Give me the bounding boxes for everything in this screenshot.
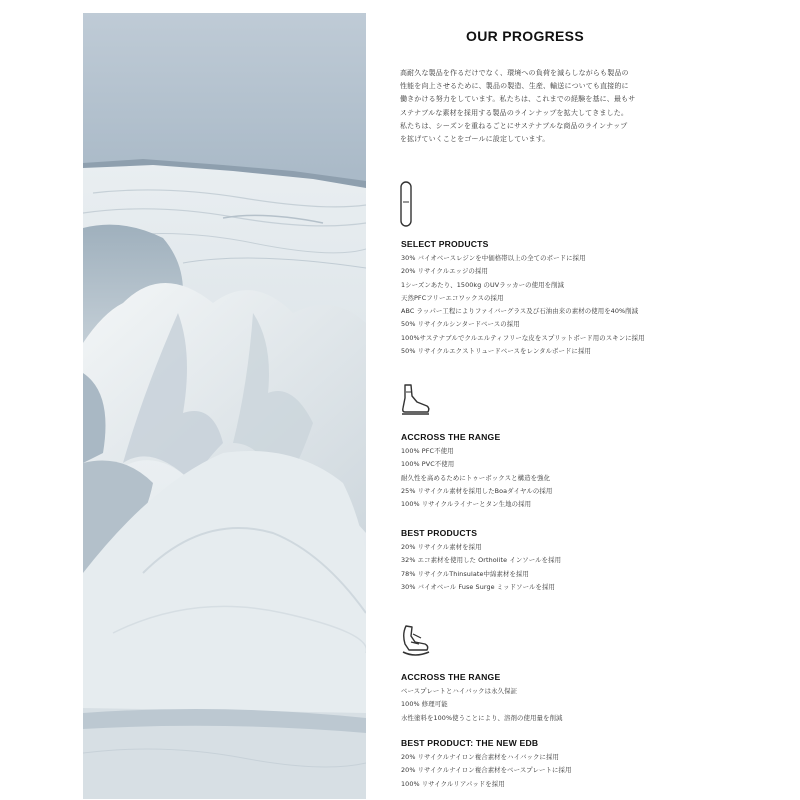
boot-icon <box>397 382 433 418</box>
list-item: 水性塗料を100%使うことにより、溶剤の使用量を削減 <box>401 713 563 722</box>
list-item: 25% リサイクル素材を採用したBoaダイヤルの採用 <box>401 486 553 495</box>
list-item: 100% 修理可能 <box>401 700 448 709</box>
list-item: 100% PVC不使用 <box>401 460 455 469</box>
intro-line: 高耐久な製品を作るだけでなく、環境への負荷を減らしながらも製品の <box>400 69 629 77</box>
list-item: 1シーズンあたり、1500kg のUVラッカーの使用を削減 <box>401 280 565 289</box>
list-item: 天然PFCフリーエコワックスの採用 <box>401 293 504 302</box>
list-item: 50% リサイクルエクストリュードベースをレンタルボードに採用 <box>401 347 591 356</box>
list-item: 100% リサイクルリアパッドを採用 <box>401 779 505 788</box>
list-item: 30% バイオベースレジンを中価格帯以上の全てのボードに採用 <box>401 254 586 262</box>
list-item: 30% バイオベール Fuse Surge ミッドソールを採用 <box>401 582 555 591</box>
snow-landscape-illustration <box>83 13 366 799</box>
list-item: 20% リサイクルナイロン複合素材をハイバックに採用 <box>401 753 559 761</box>
list-item: 20% リサイクルナイロン複合素材をベースプレートに採用 <box>401 766 572 775</box>
intro-line: ステナブルな素材を採用する製品のラインナップを拡大してきました。 <box>400 108 629 117</box>
page-title: OUR PROGRESS <box>466 28 584 44</box>
list-item: 78% リサイクルThinsulate中綿素材を採用 <box>401 569 529 578</box>
list-item: 20% リサイクルエッジの採用 <box>401 267 489 276</box>
list-item: 32% エコ素材を使用した Ortholite インソールを採用 <box>401 556 562 565</box>
list-item: 耐久性を高めるためにトゥーボックスと構造を強化 <box>401 473 551 482</box>
section-accross-the-range-boots <box>401 432 671 511</box>
section-heading: SELECT PRODUCTS <box>401 239 489 249</box>
intro-line: 働きかける努力をしています。私たちは、これまでの経験を基に、最もサ <box>400 95 636 104</box>
list-item: ベースプレートとハイバックは永久保証 <box>401 687 518 695</box>
snowboard-icon <box>397 180 415 228</box>
section-list <box>401 751 671 791</box>
intro-paragraph <box>400 67 662 146</box>
section-accross-the-range-bindings <box>401 672 671 725</box>
list-item: 50% リサイクルシンタードベースの採用 <box>401 320 520 329</box>
section-heading: ACCROSS THE RANGE <box>401 672 501 682</box>
section-best-products <box>401 528 671 594</box>
intro-line: 私たちは、シーズンを重ねるごとにサステナブルな商品のラインナップ <box>400 121 628 130</box>
list-item: 100% PFC不使用 <box>401 447 454 455</box>
section-list <box>401 445 671 511</box>
section-heading: ACCROSS THE RANGE <box>401 432 501 442</box>
section-heading: BEST PRODUCTS <box>401 528 478 538</box>
section-heading: BEST PRODUCT: THE NEW EDB <box>401 738 539 748</box>
list-item: 20% リサイクル素材を採用 <box>401 543 482 551</box>
section-list <box>401 685 671 725</box>
section-select-products <box>401 239 671 358</box>
section-list <box>401 541 671 594</box>
intro-line: を拡げていくことをゴールに設定しています。 <box>400 135 550 144</box>
list-item: ABC ラッパー工程によりファイバーグラス及び石油由来の素材の使用を40%削減 <box>401 307 639 316</box>
list-item: 100%サステナブルでクルエルティフリーな皮をスプリットボード用のスキンに採用 <box>401 333 645 342</box>
section-best-product-edb <box>401 738 671 791</box>
intro-line: 性能を向上させるために、製品の製造、生産、輸送についても直接的に <box>400 82 629 91</box>
binding-icon <box>397 622 433 660</box>
section-list <box>401 252 671 358</box>
snow-landscape-photo <box>83 13 366 799</box>
list-item: 100% リサイクルライナーとタン生地の採用 <box>401 500 532 509</box>
